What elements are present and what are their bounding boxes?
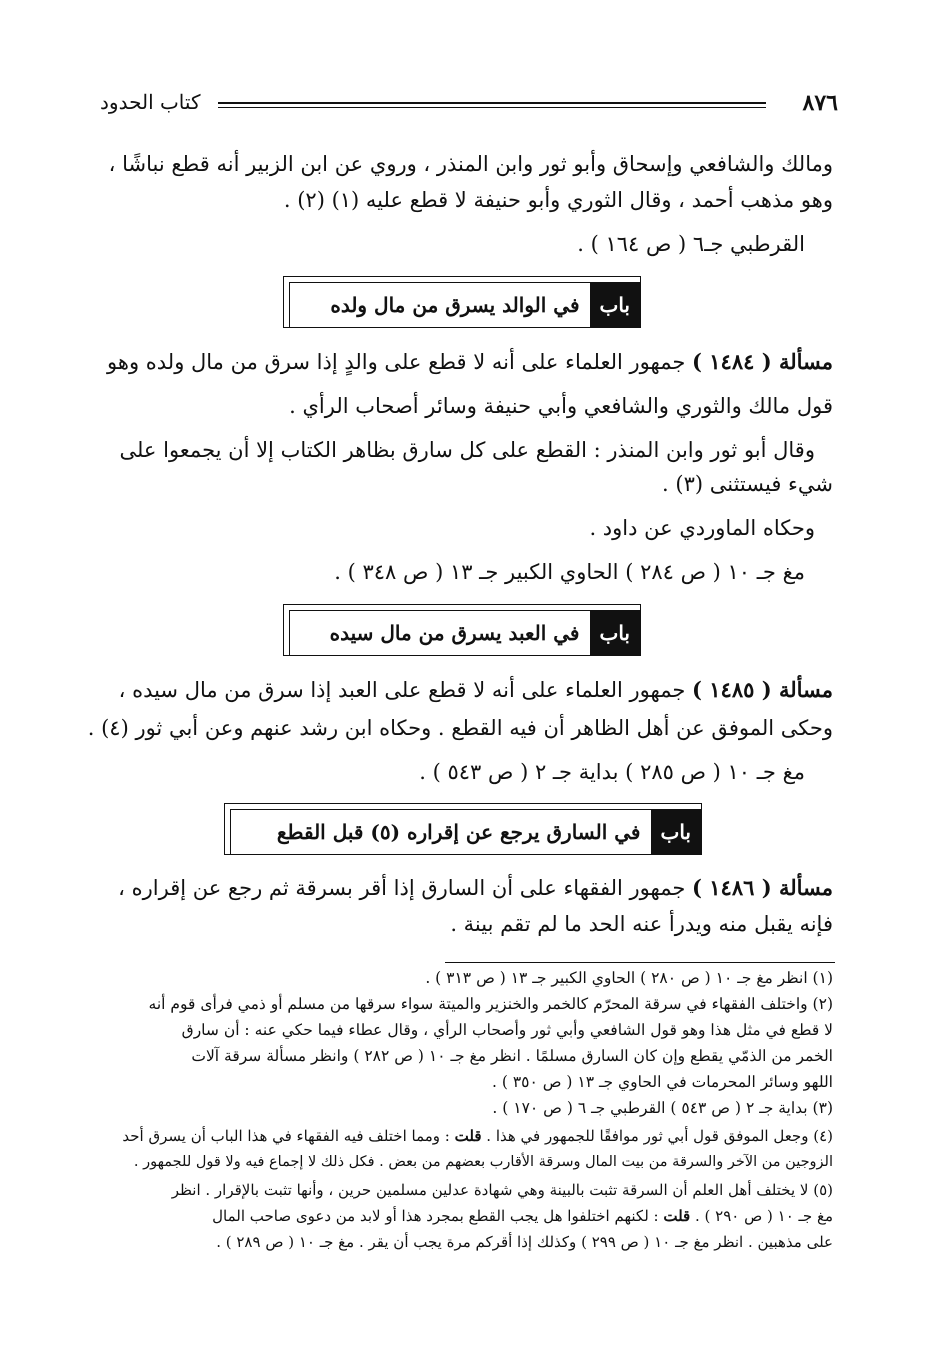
masala-1486-line-2: فإنه يقبل منه ويدرأ عنه الحد ما لم تقم بينة . — [450, 912, 833, 936]
footnote-text: : لكنهم اختلفوا هل يجب القطع بمجرد هذا أو لابد من دعوى صاحب المال — [212, 1207, 664, 1225]
header-rule — [218, 102, 766, 108]
footnote-1: (١) انظر مغ جـ ١٠ ( ص ٢٨٠ ) الحاوي الكبير جـ ١٣ ( ص ٣١٣ ) . — [425, 969, 833, 987]
section-title: في الوالد يسرق من مال ولده — [330, 293, 580, 317]
footnote-5-line-3: على مذهبين . انظر مغ جـ ١٠ ( ص ٢٩٩ ) وكذلك إذا أقركم مرة يجب أن يقر . مغ جـ ١٠ ( ص ٢٨٩ ) . — [216, 1233, 833, 1251]
masala-text: جمهور العلماء على أنه لا قطع على والدٍ إذا سرق من مال ولده وهو — [107, 350, 693, 374]
masala-1484-line-2: قول مالك والثوري والشافعي وأبي حنيفة وسائر أصحاب الرأي . — [289, 394, 833, 418]
section-heading-3 — [230, 809, 702, 855]
footnote-5-line-1: (٥) لا يختلف أهل العلم أن السرقة تثبت بالبينة وهي شهادة عدلين مسلمين حرين ، وأنها تثبت بالإقرار . انظر — [171, 1181, 833, 1199]
section-title: في السارق يرجع عن إقراره (٥) قبل القطع — [276, 820, 641, 844]
footnote-separator — [445, 962, 835, 963]
masala-label: مسألة ( ١٤٨٤ ) — [692, 349, 833, 374]
footnote-text: (٤) وجعل الموفق قول أبي ثور موافقًا للجمهور في هذا . — [481, 1127, 833, 1145]
page-number: ٨٧٦ — [802, 90, 838, 116]
masala-label: مسألة ( ١٤٨٦ ) — [692, 875, 833, 900]
footnote-2-line-3: الخمر من الذمّي يقطع وإن كان السارق مسلمًا . انظر مغ جـ ١٠ ( ص ٢٨٢ ) وانظر مسألة سرقة آلات — [191, 1047, 833, 1065]
footnote-2-line-1: (٢) واختلف الفقهاء في سرقة المحرّم كالخمر والخنزير والميتة سواء سرقها من مسلم أو ذمي فرأى قوم أنه — [148, 995, 833, 1013]
masala-1484-line-1 — [100, 346, 833, 378]
footnote-3: (٣) بداية جـ ٢ ( ص ٥٤٣ ) القرطبي جـ ٦ ( ص ١٧٠ ) . — [492, 1099, 833, 1117]
masala-1485-reference: مغ جـ ١٠ ( ص ٢٨٥ ) بداية جـ ٢ ( ص ٥٤٣ ) . — [419, 760, 805, 784]
masala-label: مسألة ( ١٤٨٥ ) — [692, 677, 833, 702]
masala-1484-line-5: وحكاه الماوردي عن داود . — [589, 516, 815, 540]
intro-line-2: وهو مذهب أحمد ، وقال الثوري وأبو حنيفة لا قطع عليه (١) (٢) . — [283, 188, 833, 212]
bab-label: باب — [590, 283, 641, 327]
section-title: في العبد يسرق من مال سيده — [329, 621, 580, 645]
footnote-text: : ومما اختلف فيه الفقهاء في هذا الباب أن يسرق أحد — [122, 1127, 455, 1145]
footnote-2-line-4: اللهو وسائر المحرمات في الحاوي جـ ١٣ ( ص ٣٥٠ ) . — [492, 1073, 833, 1091]
footnote-4-line-2: الزوجين من الآخر والسرقة من بيت المال وسرقة الأقارب بعضهم من بعض . فكل ذلك لا إجماع فيه ولا قول للجمهور . — [133, 1154, 833, 1170]
masala-1486-line-1 — [100, 872, 833, 904]
masala-1484-reference: مغ جـ ١٠ ( ص ٢٨٤ ) الحاوي الكبير جـ ١٣ ( ص ٣٤٨ ) . — [334, 560, 805, 584]
footnote-4-line-1 — [96, 1124, 833, 1148]
masala-1485-line-1 — [100, 674, 833, 706]
page-header — [100, 88, 838, 122]
book-title: كتاب الحدود — [100, 90, 201, 114]
masala-1485-line-2: وحكى الموفق عن أهل الظاهر أن فيه القطع . وحكاه ابن رشد عنهم وعن أبي ثور (٤) . — [87, 716, 833, 740]
qult-label: قلت — [454, 1127, 482, 1145]
masala-text: جمهور العلماء على أنه لا قطع على العبد إذا سرق من مال سيده ، — [118, 678, 693, 702]
intro-line-1: ومالك والشافعي وإسحاق وأبو ثور وابن المنذر ، وروي عن ابن الزبير أنه قطع نباشًا ، — [108, 152, 833, 176]
bab-label: باب — [651, 810, 702, 854]
section-heading-1 — [289, 282, 641, 328]
footnote-2-line-2: لا قطع في مثل هذا وهو قول الشافعي وأبي ثور وأصحاب الرأي ، وقال عطاء فيما حكي عنه : أن سارق — [181, 1021, 833, 1039]
footnote-5-line-2 — [96, 1204, 833, 1228]
masala-1484-line-3: وقال أبو ثور وابن المنذر : القطع على كل سارق بظاهر الكتاب إلا أن يجمعوا على — [119, 438, 815, 462]
intro-reference: القرطبي جـ٦ ( ص ١٦٤ ) . — [577, 232, 805, 256]
qult-label: قلت — [663, 1207, 691, 1225]
masala-text: جمهور الفقهاء على أن السارق إذا أقر بسرقة ثم رجع عن إقراره ، — [118, 876, 693, 900]
bab-label: باب — [590, 611, 641, 655]
section-heading-2 — [289, 610, 641, 656]
footnote-text: مغ جـ ١٠ ( ص ٢٩٠ ) . — [690, 1207, 833, 1225]
masala-1484-line-4: شيء فيستثنى (٣) . — [662, 472, 833, 496]
